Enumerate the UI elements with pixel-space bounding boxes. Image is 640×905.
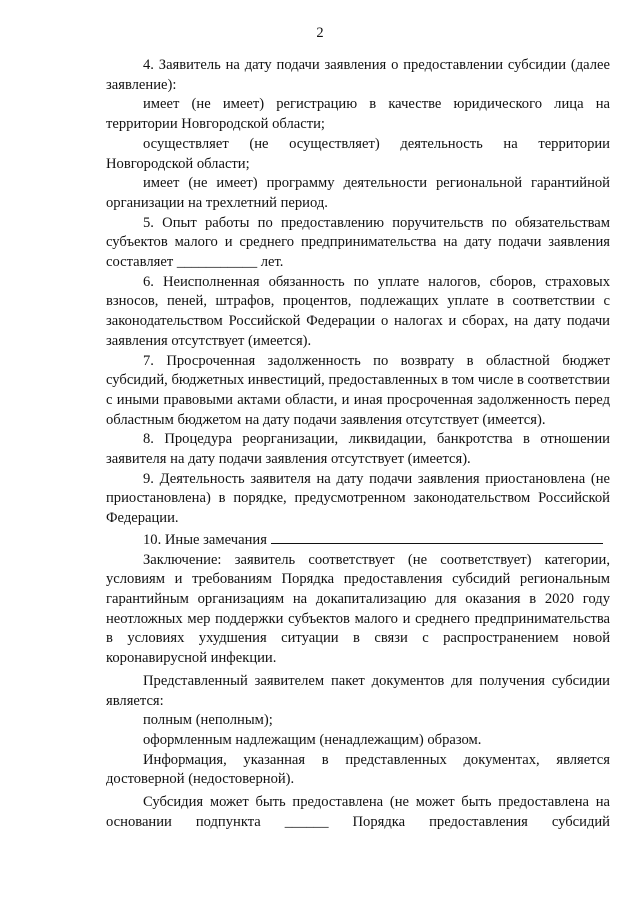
docs-full-paragraph: полным (неполным); bbox=[143, 712, 273, 729]
paragraph-5: 5. Опыт работы по предоставлению поручительств по обязательствам субъектов малого и среднего предпринимательства на дату подачи заявления составляет ___________ лет. bbox=[106, 214, 610, 271]
paragraph-registration: имеет (не имеет) регистрацию в качестве юридического лица на территории Новгородской области; bbox=[106, 96, 610, 133]
info-reliable-paragraph: Информация, указанная в представленных документах, является достоверной (недостоверной). bbox=[106, 751, 610, 788]
docs-package-paragraph: Представленный заявителем пакет документов для получения субсидии является: bbox=[106, 672, 610, 709]
paragraph-8: 8. Процедура реорганизации, ликвидации, банкротства в отношении заявителя на дату подачи заявления отсутствует (имеется). bbox=[106, 431, 610, 468]
document-body bbox=[106, 56, 610, 832]
paragraph-6: 6. Неисполненная обязанность по уплате налогов, сборов, страховых взносов, пеней, штрафов, процентов, подлежащих уплате в соответствии с законодательством Российской Федерации о налогах и сборах, на дату подачи заявления отсутствует (имеется). bbox=[106, 273, 610, 349]
paragraph-10 bbox=[106, 529, 610, 551]
paragraph-9: 9. Деятельность заявителя на дату подачи заявления приостановлена (не приостановлена) в порядке, предусмотренном законодательством Российской Федерации. bbox=[106, 470, 610, 527]
page-number: 2 bbox=[316, 25, 324, 41]
paragraph-activity: осуществляет (не осуществляет) деятельность на территории Новгородской области; bbox=[106, 135, 610, 172]
paragraph-7: 7. Просроченная задолженность по возврату в областной бюджет субсидий, бюджетных инвестиций, предоставленных в том числе в соответствии с иными правовыми актами области, и иная просроченная задолженность перед областным бюджетом на дату подачи заявления отсутствует (имеется). bbox=[106, 352, 610, 428]
docs-formed-paragraph: оформленным надлежащим (ненадлежащим) образом. bbox=[143, 731, 482, 748]
subsidy-paragraph: Субсидия может быть предоставлена (не может быть предоставлена на основании подпункта ______ Порядка предоставления субсидий bbox=[106, 794, 610, 830]
remarks-blank-line bbox=[271, 529, 603, 544]
remarks-label: 10. Иные замечания bbox=[143, 531, 267, 548]
paragraph-4: 4. Заявитель на дату подачи заявления о предоставлении субсидии (далее заявление): bbox=[106, 57, 610, 93]
paragraph-program: имеет (не имеет) программу деятельности региональной гарантийной организации на трехлетний период. bbox=[106, 175, 610, 211]
conclusion-paragraph: Заключение: заявитель соответствует (не соответствует) категории, условиям и требованиям Порядка предоставления субсидий региональным гарантийным организациям на докапитализацию для оказания в 2020 году неотложных мер поддержки субъектов малого и среднего предпринимательства в условиях ухудшения ситуации в связи с распространением новой коронавирусной инфекции. bbox=[106, 551, 610, 667]
